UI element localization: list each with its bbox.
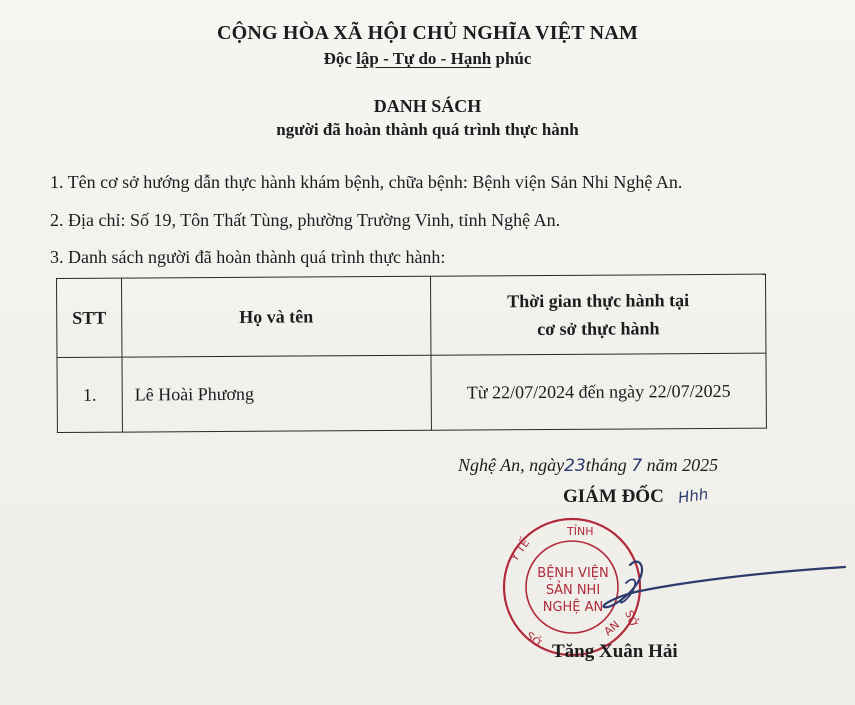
- seal-ring-right: SỞ: [622, 608, 641, 630]
- handwritten-month: 7: [631, 456, 643, 476]
- motto-underlined: lập - Tự do - Hạnh: [356, 49, 492, 68]
- signature-stroke-icon: [600, 555, 850, 635]
- document-title: DANH SÁCH: [373, 96, 482, 116]
- item-list-intro: 3. Danh sách người đã hoàn thành quá trình thực hành:: [50, 247, 446, 267]
- motto-part-1: Độc: [323, 49, 357, 68]
- seal-ring-bottom-right: AN: [601, 618, 623, 639]
- completion-table: [56, 274, 767, 433]
- seal-line-1: BỆNH VIỆN: [537, 566, 609, 581]
- header-name: Họ và tên: [122, 276, 431, 357]
- header-period-line-2: cơ sở thực hành: [537, 318, 660, 340]
- seal-ring-left: Y TẾ: [507, 536, 533, 564]
- row-name: Lê Hoài Phương: [122, 355, 431, 432]
- handwritten-initials: Hhh: [676, 484, 710, 508]
- month-label: tháng: [585, 455, 627, 475]
- row-stt: 1.: [57, 357, 122, 432]
- table-header-row: [57, 274, 766, 357]
- seal-ring-top: TỈNH: [567, 525, 594, 538]
- seal-line-3: NGHỆ AN: [542, 600, 604, 615]
- seal-ring-bottom-left: SỞ: [523, 629, 545, 651]
- seal-line-2: SẢN NHI: [545, 583, 601, 598]
- motto-part-2: phúc: [491, 49, 532, 68]
- item-address: 2. Địa chỉ: Số 19, Tôn Thất Tùng, phường Trường Vinh, tỉnh Nghệ An.: [50, 210, 561, 230]
- table-row: [57, 353, 766, 432]
- national-motto: [0, 49, 855, 69]
- header-period: [430, 274, 765, 355]
- header-stt: STT: [57, 278, 122, 357]
- handwritten-day: 23: [564, 456, 586, 476]
- item-facility-name: 1. Tên cơ sở hướng dẫn thực hành khám bệnh, chữa bệnh: Bệnh viện Sản Nhi Nghệ An.: [50, 172, 683, 192]
- signer-name: Tăng Xuân Hải: [552, 641, 678, 662]
- document-subtitle: người đã hoàn thành quá trình thực hành: [276, 120, 579, 139]
- place-prefix: Nghệ An, ngày: [458, 455, 565, 475]
- national-title: CỘNG HÒA XÃ HỘI CHỦ NGHĨA VIỆT NAM: [216, 22, 639, 44]
- header-period-line-1: Thời gian thực hành tại: [507, 290, 690, 312]
- place-and-date: [458, 455, 718, 476]
- row-period: Từ 22/07/2024 đến ngày 22/07/2025: [431, 353, 766, 430]
- year-label: năm 2025: [646, 455, 719, 475]
- signer-position: GIÁM ĐỐC: [563, 486, 664, 507]
